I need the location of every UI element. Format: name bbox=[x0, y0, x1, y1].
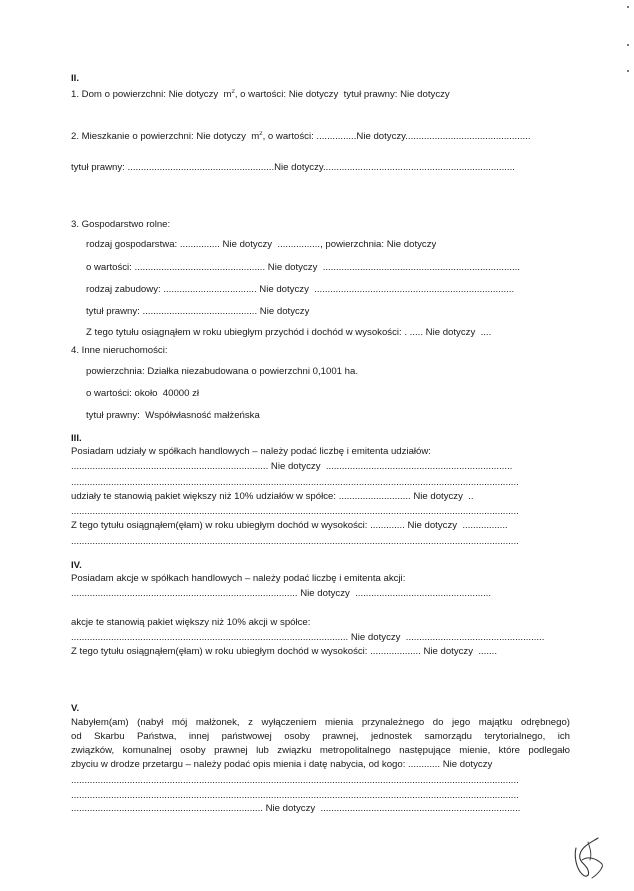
stocks-issuer-line: ..................................................................................... Nie dotyczy ................................................... bbox=[71, 588, 492, 599]
signature-icon bbox=[568, 834, 608, 882]
apartment-line-suffix: , o wartości: ...............Nie dotyczy............................................... bbox=[262, 131, 531, 142]
scan-mark bbox=[627, 44, 629, 46]
house-line-prefix: 1. Dom o powierzchni: Nie dotyczy m bbox=[71, 89, 232, 100]
farm-title: 3. Gospodarstwo rolne: bbox=[71, 219, 171, 230]
shares-dotted-line-2: ........................................................................................................................................................................ bbox=[71, 506, 519, 517]
stocks-package-line: akcje te stanowią pakiet większy niż 10% akcji w spółce: bbox=[71, 617, 311, 628]
shares-dotted-line-3: ........................................................................................................................................................................ bbox=[71, 536, 519, 547]
farm-type-line: rodzaj gospodarstwa: ............... Nie dotyczy ................, powierzchnia: Nie dotyczy bbox=[86, 239, 437, 250]
house-line bbox=[71, 89, 450, 101]
section-ii-heading: II. bbox=[71, 73, 79, 84]
shares-dotted-line-1: ........................................................................................................................................................................ bbox=[71, 477, 519, 488]
acquisition-para-line-2: od Skarbu Państwa, innej państwowej osoby prawnej, jednostek samorządu terytorialnego, ich bbox=[71, 731, 570, 742]
apartment-title-line: tytuł prawny: .......................................................Nie dotyczy........................................................................ bbox=[71, 162, 515, 173]
other-property-value-line: o wartości: około 40000 zł bbox=[86, 388, 200, 399]
stocks-income-line: Z tego tytułu osiągnąłem(ęłam) w roku ubiegłym dochód w wysokości: ................... Nie dotyczy ....... bbox=[71, 646, 498, 657]
farm-income-line: Z tego tytułu osiągnąłem w roku ubiegłym przychód i dochód w wysokości: . ..... Nie dotyczy .... bbox=[86, 327, 492, 338]
scan-mark bbox=[627, 70, 629, 72]
other-property-legal-title-line: tytuł prawny: Współwłasność małżeńska bbox=[86, 410, 260, 421]
apartment-line-sup: 2 bbox=[259, 131, 263, 137]
stocks-line: Posiadam akcje w spółkach handlowych – należy podać liczbę i emitenta akcji: bbox=[71, 573, 406, 584]
shares-income-line: Z tego tytułu osiągnąłem(ęłam) w roku ubiegłym dochód w wysokości: ............. Nie dotyczy ................. bbox=[71, 520, 508, 531]
scan-mark bbox=[627, 6, 629, 8]
farm-buildings-line: rodzaj zabudowy: ................................... Nie dotyczy ........................................................................... bbox=[86, 284, 515, 295]
other-property-title: 4. Inne nieruchomości: bbox=[71, 345, 168, 356]
farm-legal-title-line: tytuł prawny: ........................................... Nie dotyczy bbox=[86, 306, 310, 317]
acquisition-para-line-4: zbyciu w drodze przetargu – należy podać opis mienia i datę nabycia, od kogo: ............ Nie dotyczy bbox=[71, 759, 493, 770]
shares-package-line: udziały te stanowią pakiet większy niż 10% udziałów w spółce: ........................... Nie dotyczy .. bbox=[71, 491, 474, 502]
acquisition-dotted-line-3: ........................................................................ Nie dotyczy ........................................................................... bbox=[71, 803, 521, 814]
apartment-line bbox=[71, 131, 571, 143]
acquisition-dotted-line-2: ........................................................................................................................................................................ bbox=[71, 790, 519, 801]
acquisition-para-line-3: związków, komunalnej osoby prawnej lub związku metropolitalnego następujące mienie, które podlegało bbox=[71, 745, 570, 756]
farm-value-line: o wartości: ................................................. Nie dotyczy .......................................................................... bbox=[86, 262, 520, 273]
section-iii-heading: III. bbox=[71, 433, 82, 444]
shares-issuer-line: .......................................................................... Nie dotyczy ...................................................................... bbox=[71, 461, 513, 472]
acquisition-dotted-line-1: ........................................................................................................................................................................ bbox=[71, 775, 519, 786]
section-v-heading: V. bbox=[71, 703, 80, 714]
other-property-area-line: powierzchnia: Działka niezabudowana o powierzchni 0,1001 ha. bbox=[86, 366, 358, 377]
section-iv-heading: IV. bbox=[71, 560, 82, 571]
house-line-suffix: , o wartości: Nie dotyczy tytuł prawny: Nie dotyczy bbox=[234, 89, 450, 100]
house-line-sup: 2 bbox=[231, 89, 235, 95]
shares-line: Posiadam udziały w spółkach handlowych – należy podać liczbę i emitenta udziałów: bbox=[71, 446, 431, 457]
acquisition-para-line-1: Nabyłem(am) (nabył mój małżonek, z wyłączeniem mienia przynależnego do jego majątku odrębnego) bbox=[71, 717, 570, 728]
apartment-line-prefix: 2. Mieszkanie o powierzchni: Nie dotyczy m bbox=[71, 131, 260, 142]
stocks-package-dotted-line: ........................................................................................................ Nie dotyczy .................................................... bbox=[71, 632, 545, 643]
